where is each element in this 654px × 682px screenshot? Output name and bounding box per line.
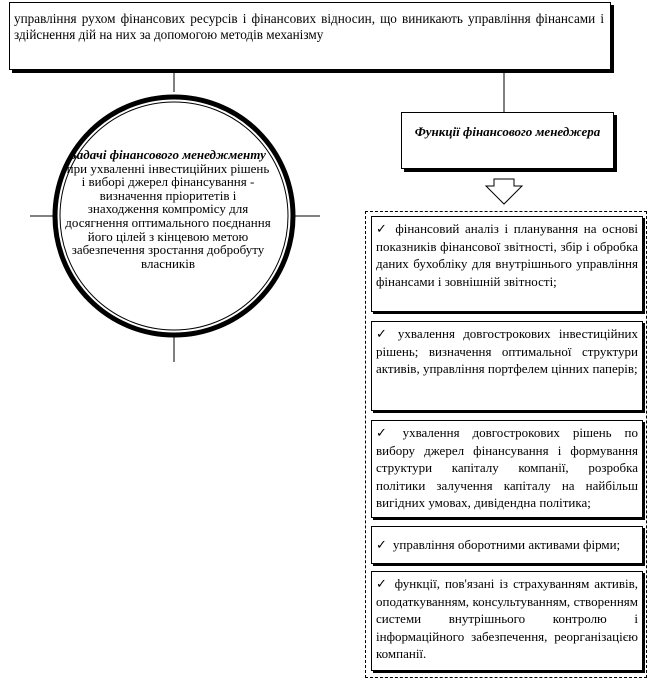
function-item-text: управління оборотними активами фірми; bbox=[392, 537, 621, 552]
check-icon: ✓ bbox=[376, 576, 389, 591]
function-item-3 bbox=[371, 420, 643, 518]
top-definition-text: управління рухом фінансових ресурсів і фінансових відносин, що виникають управління фінансами і здійснення дій на них за допомогою методів механізму bbox=[14, 11, 604, 42]
functions-title-box bbox=[401, 112, 614, 169]
tasks-circle-body: при ухваленні інвестиційних рішень і виборі джерел фінансування - визначення пріоритетів і знаходження компромісу для досягнення оптимального поєднання його цілей з кінцевою метою забезпечення зростання добробуту власників bbox=[65, 160, 271, 271]
function-item-text: фінансовий аналіз і планування на основі показників фінансової звітності, збір і обробка даних бухобліку для внутрішнього управління фінансами і зовнішній звітності; bbox=[376, 221, 638, 289]
tasks-circle-text bbox=[64, 148, 272, 290]
function-item-text: ухвалення довгострокових рішень по вибору джерел фінансування і формування структури капіталу компанії, розробка політики залучення капіталу на найбільш вигідних умовах, дивідендна політика; bbox=[376, 425, 638, 510]
function-item-1 bbox=[371, 216, 643, 312]
function-item-text: функції, пов'язані із страхуванням активів, оподаткуванням, консультуванням, створенням системи внутрішнього контролю і інформаційного забезпечення, реорганізацією компанії. bbox=[376, 576, 638, 661]
check-icon: ✓ bbox=[376, 221, 390, 236]
top-definition-box bbox=[9, 2, 611, 70]
down-arrow-icon bbox=[486, 179, 522, 204]
function-item-text: ухвалення довгострокових інвестиційних рішень; визначення оптимальної структури активів, управління портфелем цінних паперів; bbox=[376, 326, 638, 376]
check-icon: ✓ bbox=[376, 326, 392, 341]
functions-title: Функції фінансового менеджера bbox=[414, 124, 601, 139]
check-icon: ✓ bbox=[376, 425, 397, 440]
function-item-2 bbox=[371, 321, 643, 411]
tasks-circle-title: Задачі фінансового менеджменту bbox=[70, 148, 266, 162]
function-item-4 bbox=[371, 526, 643, 564]
function-item-5 bbox=[371, 571, 643, 671]
check-icon: ✓ bbox=[376, 537, 387, 552]
